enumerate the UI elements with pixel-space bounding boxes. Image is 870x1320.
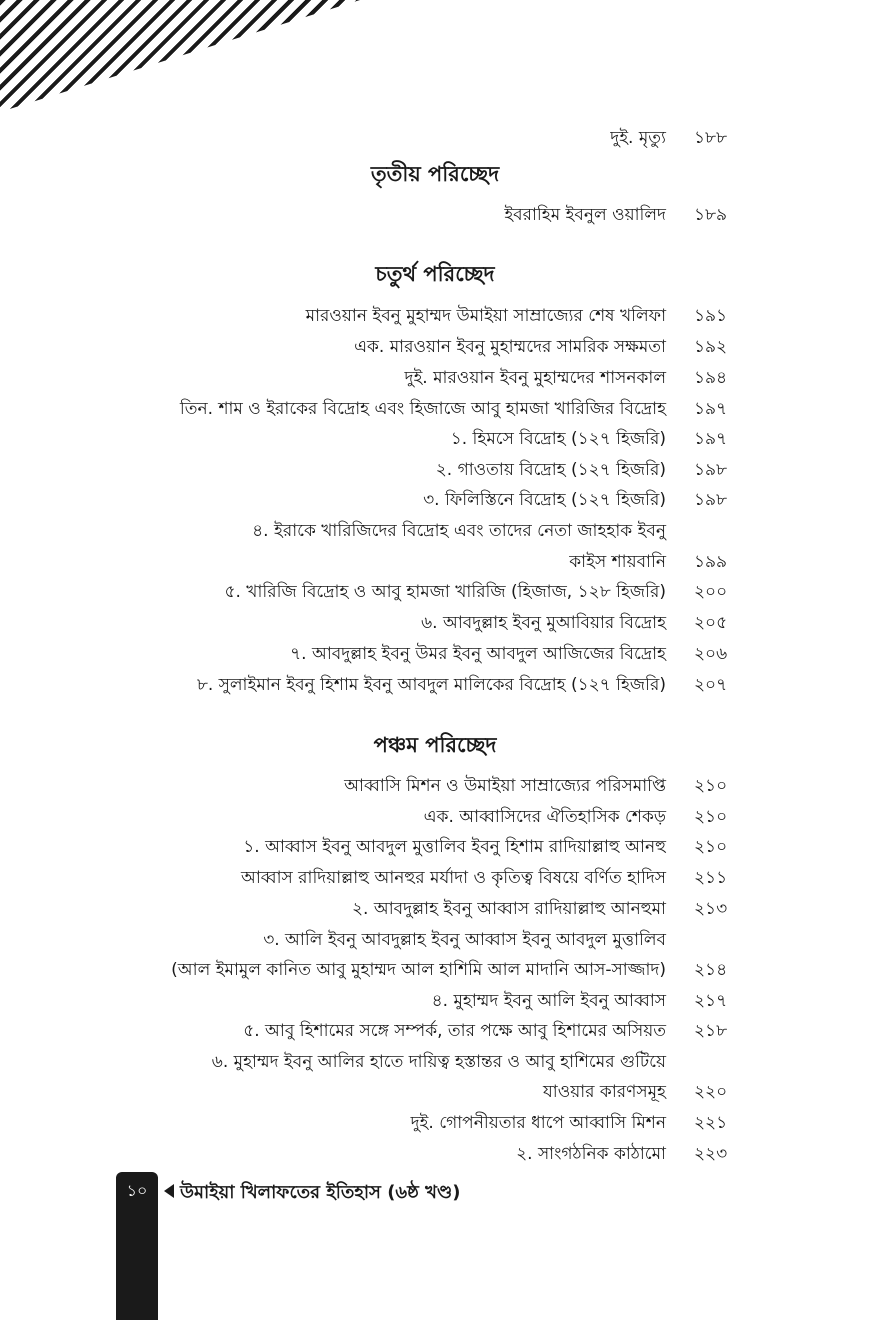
toc-entry-page: ১৯৭ [694, 429, 728, 449]
toc-entry-text[interactable]: মারওয়ান ইবনু মুহাম্মদ উমাইয়া সাম্রাজ্যের শেষ খলিফা [305, 306, 666, 326]
section-heading: চতুর্থ পরিচ্ছেদ [375, 262, 495, 286]
toc-entry-page: ১৯৮ [694, 490, 728, 510]
toc-entry-page: ২১৩ [694, 899, 728, 919]
toc-entry-text[interactable]: ২. সাংগঠনিক কাঠামো [516, 1144, 666, 1164]
toc-entry-text[interactable]: ৩. ফিলিস্তিনে বিদ্রোহ (১২৭ হিজরি) [423, 490, 666, 510]
toc-entry-text[interactable]: ১. আব্বাস ইবনু আবদুল মুত্তালিব ইবনু হিশাম রাদিয়াল্লাহু আনহু [243, 837, 666, 857]
toc-entry-text[interactable]: ৫. খারিজি বিদ্রোহ ও আবু হামজা খারিজি (হিজাজ, ১২৮ হিজরি) [224, 582, 666, 602]
toc-entry-page: ২০০ [694, 582, 728, 602]
toc-entry-text[interactable]: ১. হিমসে বিদ্রোহ (১২৭ হিজরি) [450, 429, 666, 449]
toc-entry-page: ২২০ [694, 1082, 728, 1102]
toc-entry-page: ২০৬ [694, 644, 728, 664]
toc-entry-text[interactable]: ৩. আলি ইবনু আবদুল্লাহ ইবনু আব্বাস ইবনু আবদুল মুত্তালিব [263, 930, 666, 950]
decorative-stripes [0, 0, 360, 112]
toc-entry-page: ২১০ [694, 776, 728, 796]
toc-entry-page: ২১০ [694, 837, 728, 857]
toc-entry-text[interactable]: ২. আবদুল্লাহ ইবনু আব্বাস রাদিয়াল্লাহু আনহুমা [351, 899, 666, 919]
toc-entry-page: ১৯৪ [694, 368, 728, 388]
toc-entry-text[interactable]: ৪. মুহাম্মদ ইবনু আলি ইবনু আব্বাস [431, 991, 666, 1011]
toc-entry-page: ২১০ [694, 807, 728, 827]
toc-entry-text[interactable]: তিন. শাম ও ইরাকের বিদ্রোহ এবং হিজাজে আবু হামজা খারিজির বিদ্রোহ [179, 399, 666, 419]
section-heading: তৃতীয় পরিচ্ছেদ [370, 162, 500, 186]
toc-entry-page: ১৯২ [694, 337, 728, 357]
toc-entry-text[interactable]: ৪. ইরাকে খারিজিদের বিদ্রোহ এবং তাদের নেতা জাহহাক ইবনু [252, 521, 666, 541]
toc-entry-page: ১৯১ [694, 306, 728, 326]
toc-entry-page: ১৮৮ [694, 128, 728, 148]
toc-entry-text[interactable]: ৬. মুহাম্মদ ইবনু আলির হাতে দায়িত্ব হস্তান্তর ও আবু হাশিমের গুটিয়ে [211, 1052, 666, 1072]
toc-entry-text[interactable]: (আল ইমামুল কানিত আবু মুহাম্মদ আল হাশিমি আল মাদানি আস-সাজ্জাদ) [171, 960, 666, 980]
toc-entry-page: ২০৭ [694, 675, 728, 695]
toc-entry-text[interactable]: আব্বাসি মিশন ও উমাইয়া সাম্রাজ্যের পরিসমাপ্তি [344, 776, 666, 796]
toc-entry-page: ২১৮ [694, 1021, 728, 1041]
toc-entry-text[interactable]: কাইস শায়বানি [569, 552, 666, 572]
section-heading: পঞ্চম পরিচ্ছেদ [373, 733, 497, 757]
toc-entry-text[interactable]: দুই. মৃত্যু [610, 128, 666, 148]
toc-entry-page: ১৯৯ [694, 552, 728, 572]
toc-entry-text[interactable]: দুই. মারওয়ান ইবনু মুহাম্মদের শাসনকাল [404, 368, 666, 388]
triangle-left-icon [164, 1184, 174, 1198]
toc-entry-text[interactable]: ইবরাহিম ইবনুল ওয়ালিদ [504, 205, 666, 225]
toc-entry-page: ২২১ [694, 1113, 728, 1133]
toc-entry-page: ২২৩ [694, 1144, 728, 1164]
footer-book-title: উমাইয়া খিলাফতের ইতিহাস (৬ষ্ঠ খণ্ড) [180, 1182, 461, 1203]
toc-entry-page: ২১৭ [694, 991, 728, 1011]
footer-page-number: ১০ [126, 1181, 148, 1200]
toc-entry-page: ২১৪ [694, 960, 728, 980]
toc-entry-text[interactable]: ৫. আবু হিশামের সঙ্গে সম্পর্ক, তার পক্ষে আবু হিশামের অসিয়ত [243, 1021, 666, 1041]
toc-entry-text[interactable]: দুই. গোপনীয়তার ধাপে আব্বাসি মিশন [410, 1113, 666, 1133]
toc-entry-page: ১৯৭ [694, 399, 728, 419]
toc-entry-text[interactable]: ৮. সুলাইমান ইবনু হিশাম ইবনু আবদুল মালিকের বিদ্রোহ (১২৭ হিজরি) [196, 675, 666, 695]
toc-entry-page: ১৯৮ [694, 460, 728, 480]
toc-entry-page: ২১১ [694, 868, 728, 888]
toc-entry-text[interactable]: ২. গাওতায় বিদ্রোহ (১২৭ হিজরি) [435, 460, 666, 480]
toc-entry-text[interactable]: এক. মারওয়ান ইবনু মুহাম্মদের সামরিক সক্ষমতা [354, 337, 666, 357]
toc-entry-text[interactable]: আব্বাস রাদিয়াল্লাহু আনহুর মর্যাদা ও কৃতিত্ব বিষয়ে বর্ণিত হাদিস [240, 868, 666, 888]
toc-entry-page: ১৮৯ [694, 205, 728, 225]
toc-entry-page: ২০৫ [694, 613, 728, 633]
toc-entry-text[interactable]: ৬. আবদুল্লাহ ইবনু মুআবিয়ার বিদ্রোহ [421, 613, 666, 633]
toc-entry-text[interactable]: যাওয়ার কারণসমূহ [543, 1082, 666, 1102]
toc-entry-text[interactable]: ৭. আবদুল্লাহ ইবনু উমর ইবনু আবদুল আজিজের বিদ্রোহ [290, 644, 666, 664]
toc-entry-text[interactable]: এক. আব্বাসিদের ঐতিহাসিক শেকড় [423, 807, 666, 827]
